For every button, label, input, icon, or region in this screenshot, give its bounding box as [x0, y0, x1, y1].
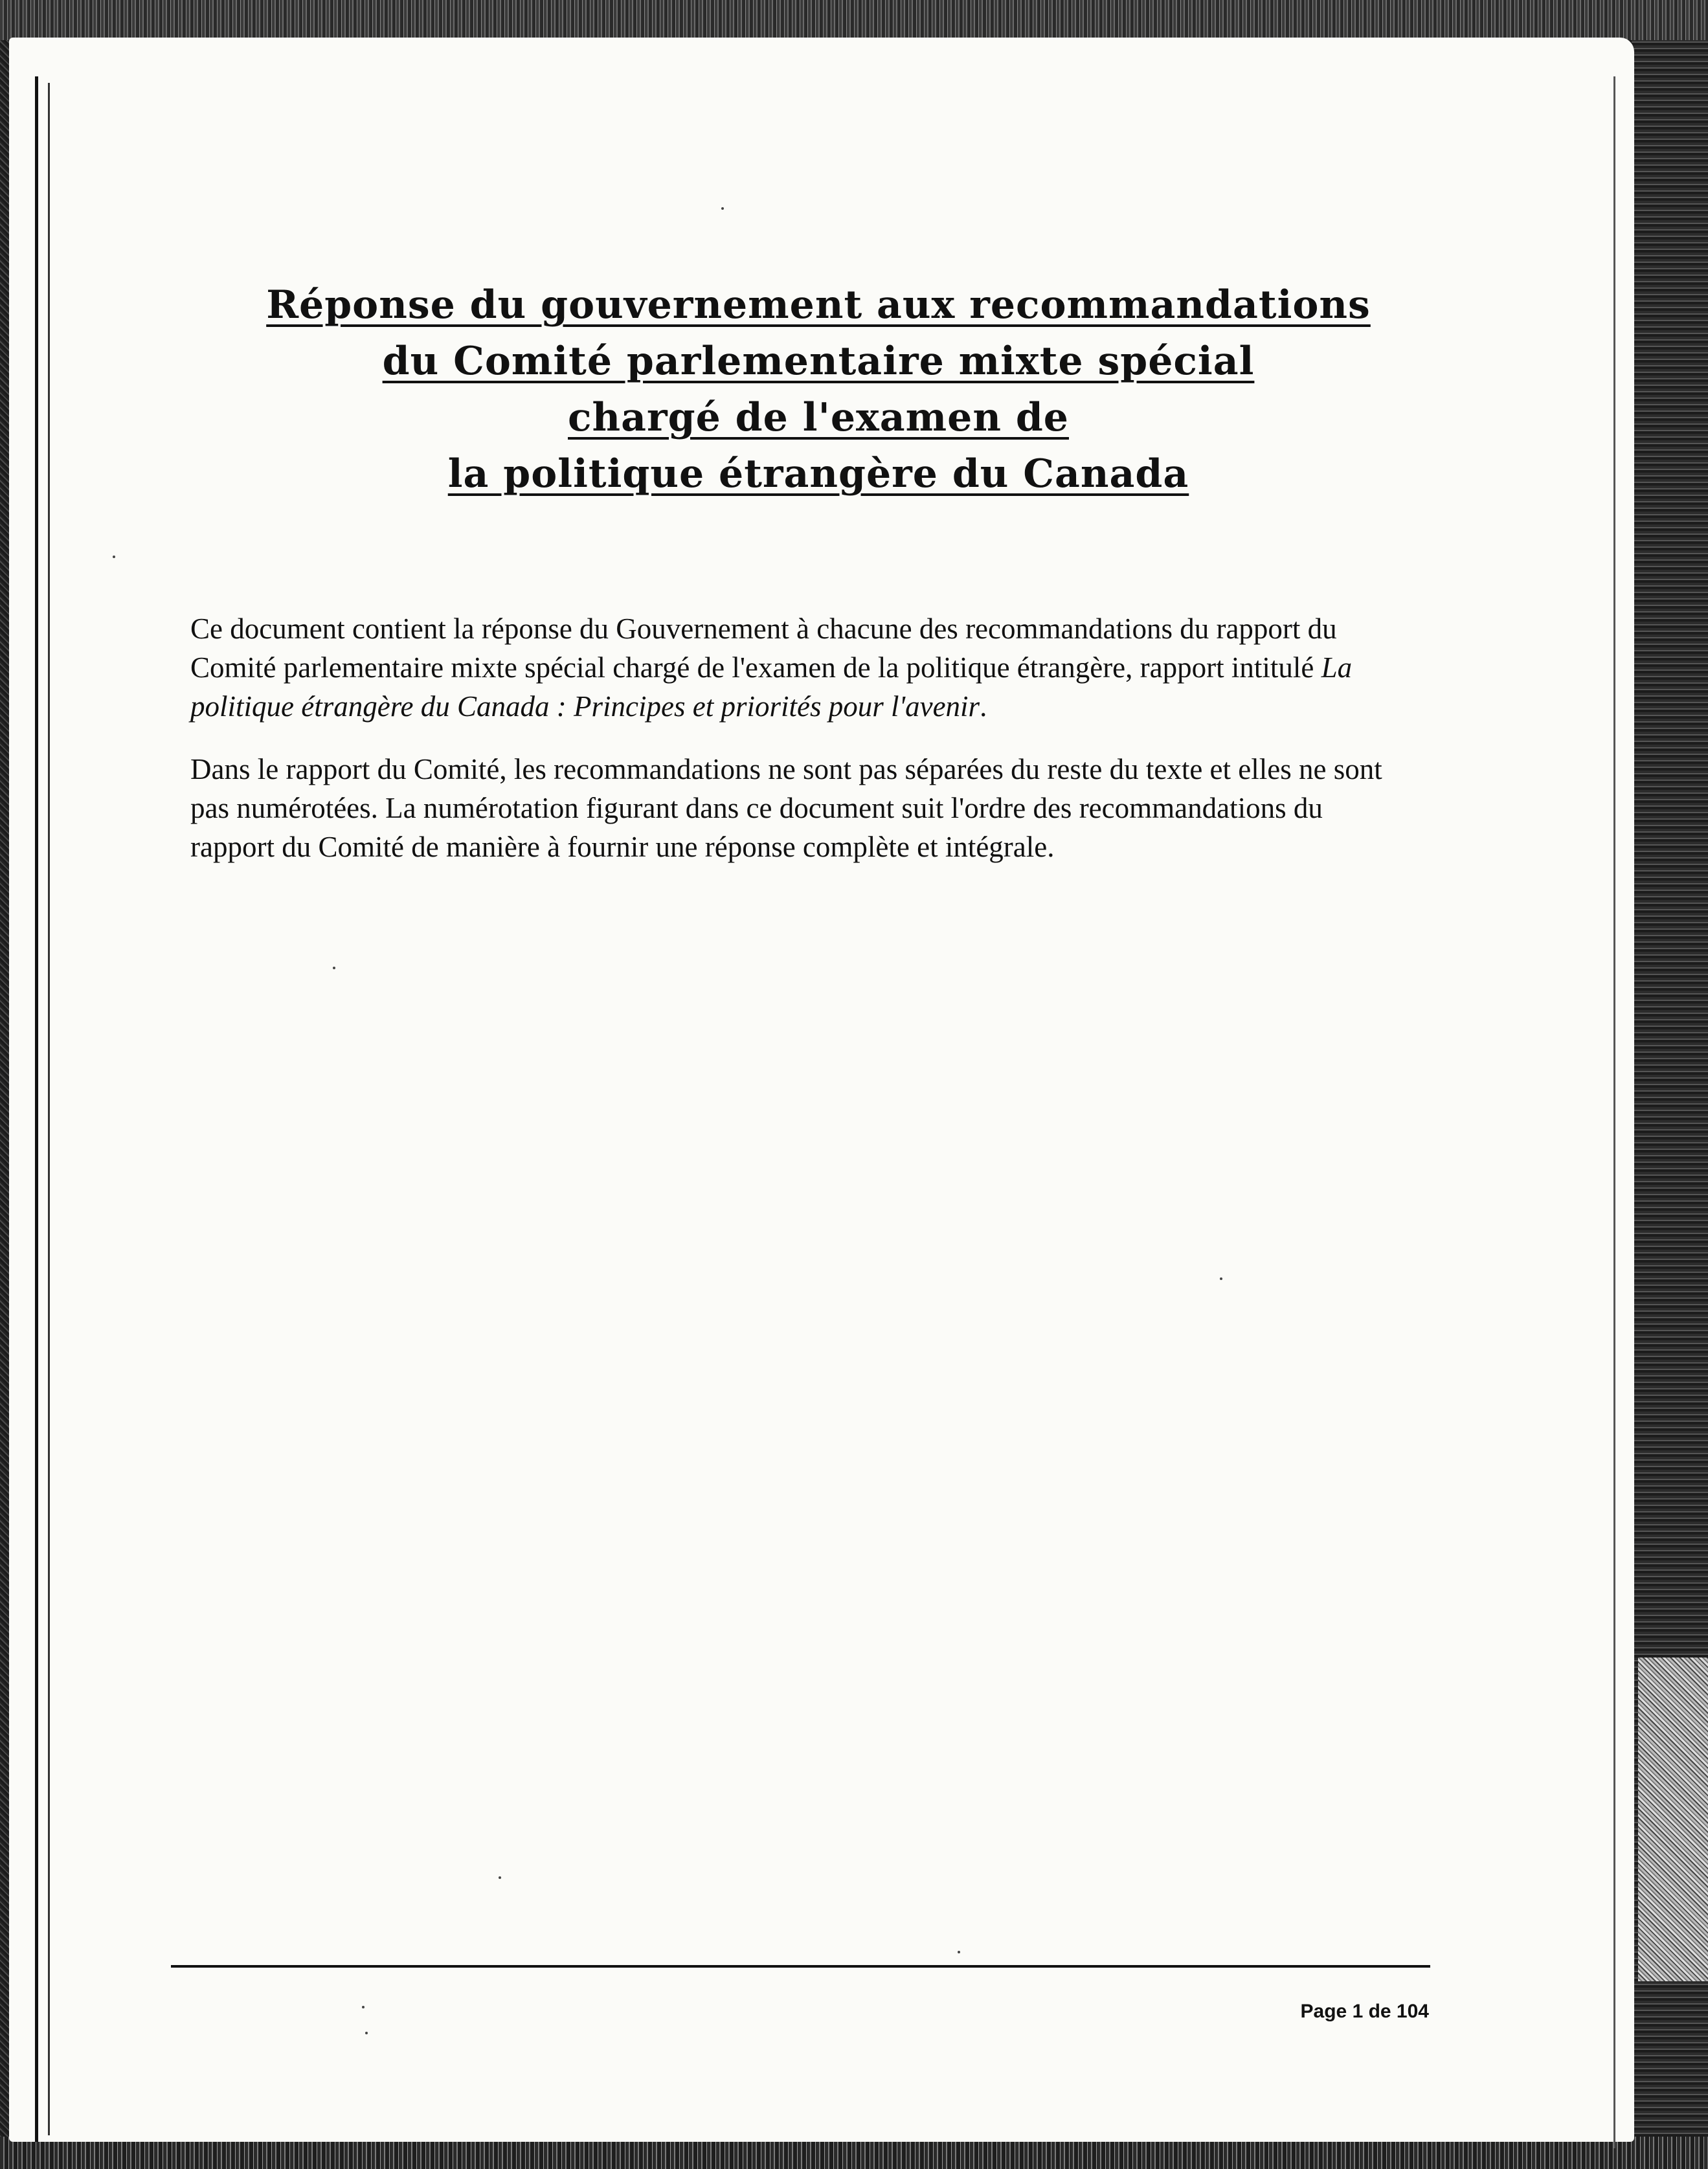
scan-speck — [1220, 1277, 1222, 1280]
page-number: Page 1 de 104 — [1300, 2001, 1429, 2022]
page-edge-rule — [1613, 76, 1615, 2148]
binding-rule-inner — [48, 83, 50, 2135]
scan-top-border — [0, 0, 1708, 40]
title-line-3: chargé de l'examen de — [568, 395, 1069, 440]
document-title — [203, 277, 1433, 502]
report-title: La politique étrangère du Canada : Principes et priorités pour l'avenir — [190, 651, 1353, 723]
scan-speck — [721, 207, 724, 210]
title-line-1: Réponse du gouvernement aux recommandations — [266, 282, 1371, 328]
title-line-4: la politique étrangère du Canada — [447, 451, 1189, 497]
scan-speck — [499, 1876, 501, 1879]
binding-rule-outer — [35, 76, 38, 2142]
numbering-paragraph: Dans le rapport du Comité, les recommandations ne sont pas séparées du reste du texte et elles ne sont pas numérotées. La numérotation figurant dans ce document suit l'ordre des recommandations du rapport du Comité de manière à fournir une réponse complète et intégrale. — [190, 753, 1382, 863]
scan-speck — [365, 2032, 368, 2034]
intro-paragraph-text: Ce document contient la réponse du Gouvernement à chacune des recommandations du rapport du Comité parlementaire mixte spécial chargé de l'examen de la politique étrangère, rapport intitulé — [190, 612, 1337, 684]
footer-rule — [171, 1965, 1430, 1968]
intro-paragraph — [190, 609, 1395, 726]
scan-speck — [333, 967, 335, 969]
document-page — [9, 38, 1634, 2142]
scan-right-speckle — [1638, 1658, 1708, 1981]
scan-speck — [113, 556, 115, 558]
intro-paragraph-end: . — [980, 690, 987, 723]
title-line-2: du Comité parlementaire mixte spécial — [382, 339, 1255, 384]
scan-speck — [362, 2006, 365, 2008]
scan-speck — [958, 1951, 960, 1953]
